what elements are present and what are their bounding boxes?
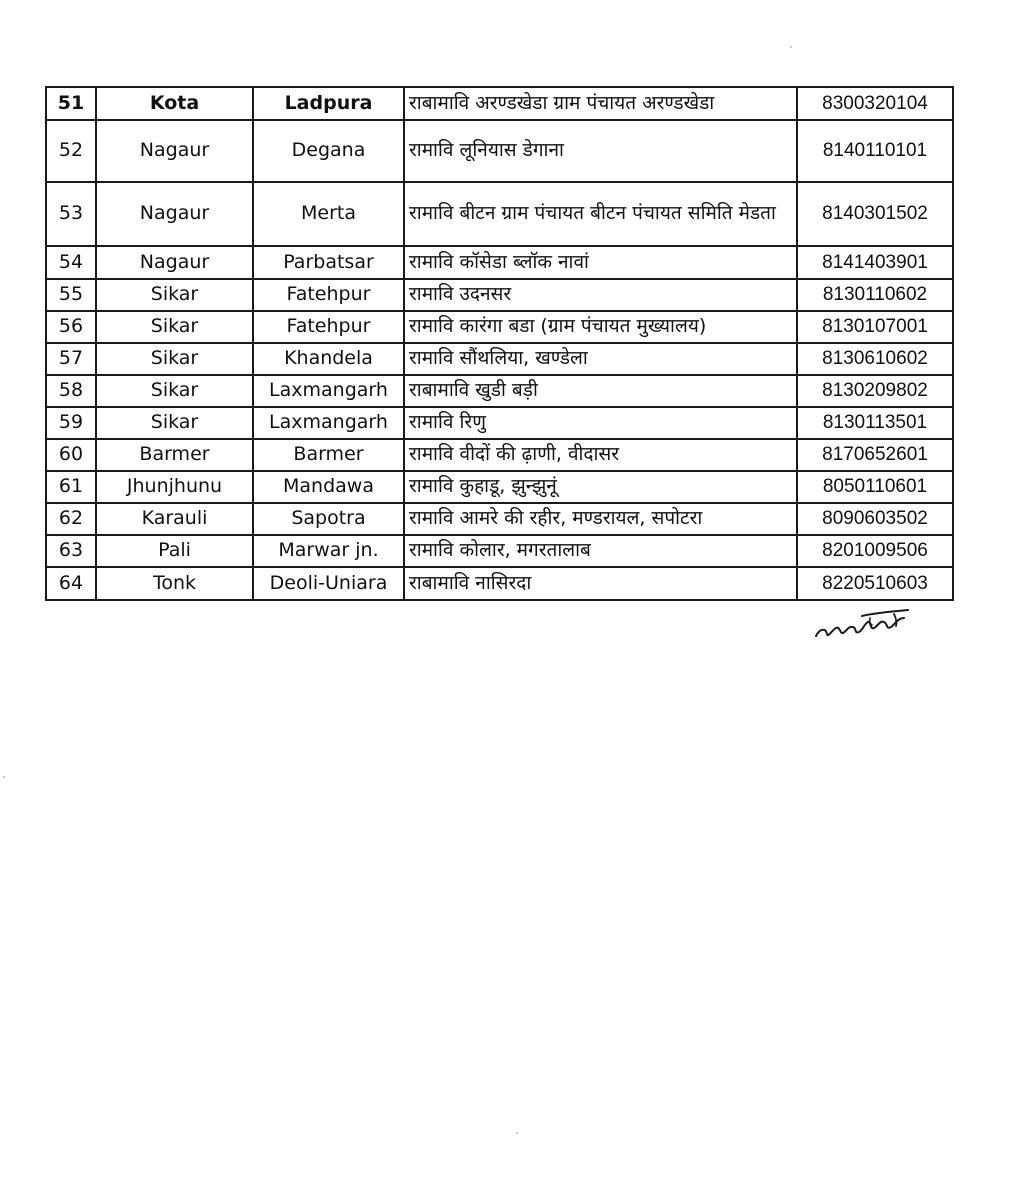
block-cell: Sapotra <box>253 503 404 535</box>
school-code-cell: 8090603502 <box>797 503 953 535</box>
table-row <box>46 246 953 279</box>
district-cell: Kota <box>96 87 253 120</box>
district-cell: Sikar <box>96 407 253 439</box>
school-name-cell: रामावि बीटन ग्राम पंचायत बीटन पंचायत समिति मेडता <box>404 182 797 246</box>
block-cell: Merta <box>253 182 404 246</box>
scan-speck <box>3 776 5 778</box>
school-code-cell: 8130107001 <box>797 311 953 343</box>
block-cell: Khandela <box>253 343 404 375</box>
school-name-cell: राबामावि नासिरदा <box>404 567 797 600</box>
school-name-cell: रामावि कारंगा बडा (ग्राम पंचायत मुख्यालय) <box>404 311 797 343</box>
school-name-cell: रामावि उदनसर <box>404 279 797 311</box>
district-cell: Jhunjhunu <box>96 471 253 503</box>
block-cell: Laxmangarh <box>253 407 404 439</box>
handwritten-signature <box>810 600 920 650</box>
district-cell: Karauli <box>96 503 253 535</box>
serial-number-cell: 60 <box>46 439 96 471</box>
serial-number-cell: 54 <box>46 246 96 279</box>
block-cell: Mandawa <box>253 471 404 503</box>
table-row <box>46 279 953 311</box>
serial-number-cell: 55 <box>46 279 96 311</box>
district-cell: Tonk <box>96 567 253 600</box>
serial-number-cell: 62 <box>46 503 96 535</box>
serial-number-cell: 52 <box>46 120 96 182</box>
block-cell: Ladpura <box>253 87 404 120</box>
school-code-cell: 8170652601 <box>797 439 953 471</box>
school-code-cell: 8300320104 <box>797 87 953 120</box>
district-cell: Nagaur <box>96 246 253 279</box>
serial-number-cell: 63 <box>46 535 96 567</box>
district-cell: Nagaur <box>96 182 253 246</box>
table-row <box>46 182 953 246</box>
serial-number-cell: 58 <box>46 375 96 407</box>
district-cell: Barmer <box>96 439 253 471</box>
serial-number-cell: 64 <box>46 567 96 600</box>
school-code-cell: 8050110601 <box>797 471 953 503</box>
school-code-cell: 8130209802 <box>797 375 953 407</box>
school-code-cell: 8201009506 <box>797 535 953 567</box>
table-row <box>46 343 953 375</box>
school-list-table <box>45 86 954 601</box>
block-cell: Barmer <box>253 439 404 471</box>
district-cell: Sikar <box>96 311 253 343</box>
serial-number-cell: 57 <box>46 343 96 375</box>
district-cell: Sikar <box>96 279 253 311</box>
school-name-cell: राबामावि खुडी बड़ी <box>404 375 797 407</box>
table-row <box>46 87 953 120</box>
scan-speck <box>516 1132 518 1134</box>
table-row <box>46 120 953 182</box>
district-cell: Sikar <box>96 343 253 375</box>
school-name-cell: राबामावि अरण्डखेडा ग्राम पंचायत अरण्डखेडा <box>404 87 797 120</box>
table-row <box>46 503 953 535</box>
table-row <box>46 471 953 503</box>
serial-number-cell: 59 <box>46 407 96 439</box>
district-cell: Pali <box>96 535 253 567</box>
school-code-cell: 8140110101 <box>797 120 953 182</box>
district-cell: Sikar <box>96 375 253 407</box>
block-cell: Fatehpur <box>253 311 404 343</box>
table-row <box>46 535 953 567</box>
block-cell: Fatehpur <box>253 279 404 311</box>
school-name-cell: रामावि कुहाडू, झुन्झुनूं <box>404 471 797 503</box>
block-cell: Degana <box>253 120 404 182</box>
table-row <box>46 439 953 471</box>
table-body <box>46 87 953 600</box>
scan-speck <box>790 46 792 48</box>
block-cell: Deoli-Uniara <box>253 567 404 600</box>
table-row <box>46 311 953 343</box>
block-cell: Marwar jn. <box>253 535 404 567</box>
school-code-cell: 8141403901 <box>797 246 953 279</box>
district-cell: Nagaur <box>96 120 253 182</box>
serial-number-cell: 51 <box>46 87 96 120</box>
school-code-cell: 8130110602 <box>797 279 953 311</box>
school-code-cell: 8130113501 <box>797 407 953 439</box>
school-name-cell: रामावि वीदों की ढ़ाणी, वीदासर <box>404 439 797 471</box>
school-name-cell: रामावि कॉसेडा ब्लॉक नावां <box>404 246 797 279</box>
table-row <box>46 375 953 407</box>
school-name-cell: रामावि लूनियास डेगाना <box>404 120 797 182</box>
school-name-cell: रामावि कोलार, मगरतालाब <box>404 535 797 567</box>
table-row <box>46 407 953 439</box>
school-code-cell: 8220510603 <box>797 567 953 600</box>
serial-number-cell: 61 <box>46 471 96 503</box>
block-cell: Laxmangarh <box>253 375 404 407</box>
school-code-cell: 8130610602 <box>797 343 953 375</box>
table-row <box>46 567 953 600</box>
school-name-cell: रामावि सौंथलिया, खण्डेला <box>404 343 797 375</box>
serial-number-cell: 53 <box>46 182 96 246</box>
school-name-cell: रामावि आमरे की रहीर, मण्डरायल, सपोटरा <box>404 503 797 535</box>
school-name-cell: रामावि रिणु <box>404 407 797 439</box>
serial-number-cell: 56 <box>46 311 96 343</box>
school-code-cell: 8140301502 <box>797 182 953 246</box>
block-cell: Parbatsar <box>253 246 404 279</box>
